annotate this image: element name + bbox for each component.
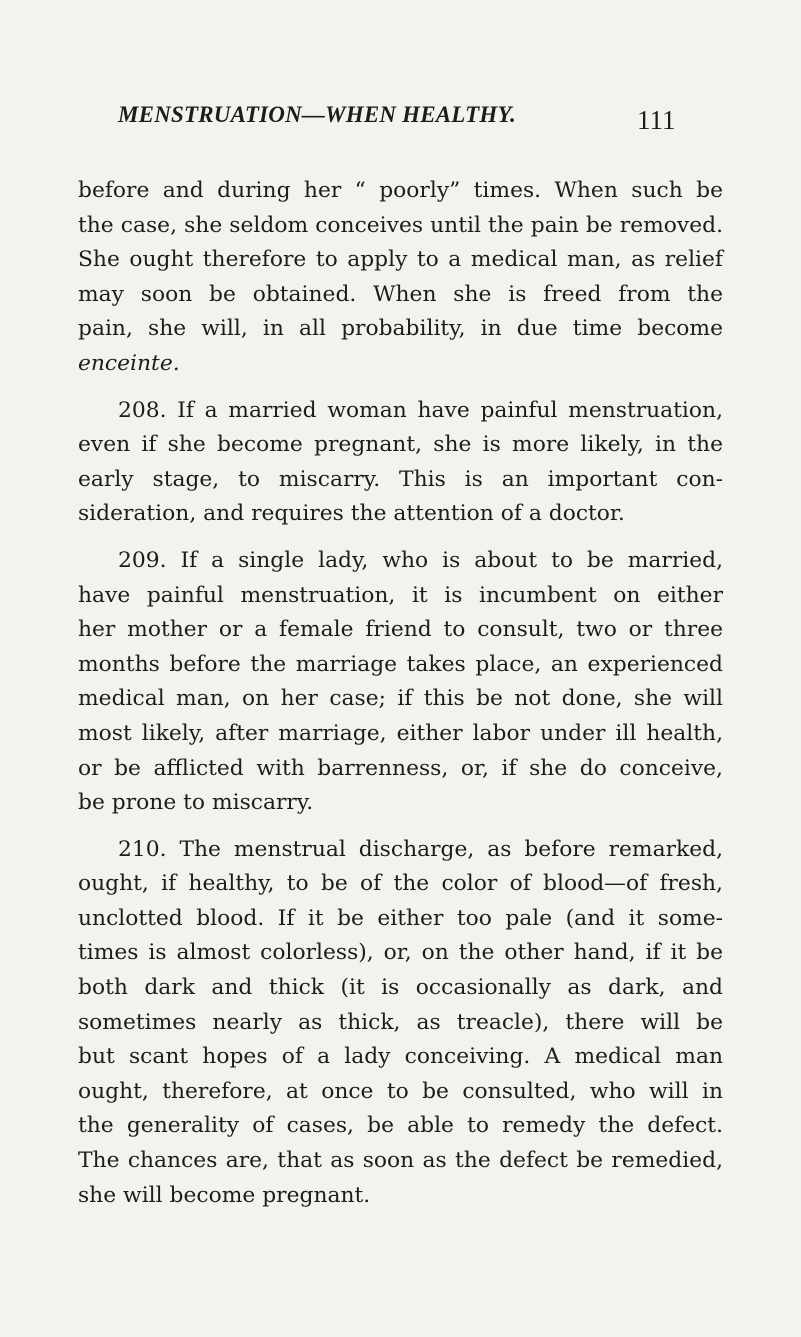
text-line: she will become pregnant. bbox=[78, 1182, 371, 1208]
text-line: early stage, to miscarry. This is an important con- bbox=[78, 466, 723, 492]
text-line: unclotted blood. If it be either too pale (and it some- bbox=[78, 905, 723, 931]
text-line: pain, she will, in all probability, in due time become bbox=[78, 316, 723, 342]
paragraph-210 bbox=[78, 833, 723, 1214]
text-line: She ought therefore to apply to a medical man, as relief bbox=[78, 247, 723, 273]
page-number: 111 bbox=[637, 105, 676, 135]
text-line: or be afflicted with barrenness, or, if she do conceive, bbox=[78, 755, 723, 781]
paragraph-208 bbox=[78, 394, 723, 532]
text-line: be prone to miscarry. bbox=[78, 790, 314, 816]
text-line: even if she become pregnant, she is more likely, in the bbox=[78, 432, 723, 458]
text-line: her mother or a female friend to consult, two or three bbox=[78, 617, 723, 643]
paragraph-209 bbox=[78, 544, 723, 821]
text-line: ought, therefore, at once to be consulted, who will in bbox=[78, 1078, 723, 1104]
text-line: the case, she seldom conceives until the pain be removed. bbox=[78, 212, 723, 238]
text-line: 208. If a married woman have painful menstruation, bbox=[118, 397, 723, 423]
text-line: enceinte. bbox=[78, 350, 180, 376]
text-line: may soon be obtained. When she is freed from the bbox=[78, 281, 723, 307]
text-line: The chances are, that as soon as the defect be remedied, bbox=[78, 1148, 723, 1174]
text-line: the generality of cases, be able to remedy the defect. bbox=[78, 1113, 723, 1139]
text-line: 210. The menstrual discharge, as before remarked, bbox=[118, 836, 723, 862]
running-title: MENSTRUATION—WHEN HEALTHY. bbox=[118, 102, 516, 127]
text-line: most likely, after marriage, either labor under ill health, bbox=[78, 720, 723, 746]
text-line: have painful menstruation, it is incumbent on either bbox=[78, 582, 723, 608]
text-line: before and during her “ poorly” times. When such be bbox=[78, 178, 723, 203]
text-line: but scant hopes of a lady conceiving. A medical man bbox=[78, 1044, 723, 1070]
paragraph-continued bbox=[78, 174, 723, 382]
text-line: months before the marriage takes place, an experienced bbox=[78, 651, 723, 677]
text-line: times is almost colorless), or, on the other hand, if it be bbox=[78, 940, 723, 966]
text-line: 209. If a single lady, who is about to be married, bbox=[118, 547, 723, 573]
text-line: sideration, and requires the attention of a doctor. bbox=[78, 501, 625, 527]
text-line: sometimes nearly as thick, as treacle), there will be bbox=[78, 1009, 723, 1035]
text-line: both dark and thick (it is occasionally as dark, and bbox=[78, 975, 723, 1001]
text-line: medical man, on her case; if this be not done, she will bbox=[78, 686, 723, 712]
text-line: ought, if healthy, to be of the color of blood—of fresh, bbox=[78, 871, 723, 897]
body-text bbox=[78, 174, 723, 1213]
running-head bbox=[118, 94, 718, 134]
